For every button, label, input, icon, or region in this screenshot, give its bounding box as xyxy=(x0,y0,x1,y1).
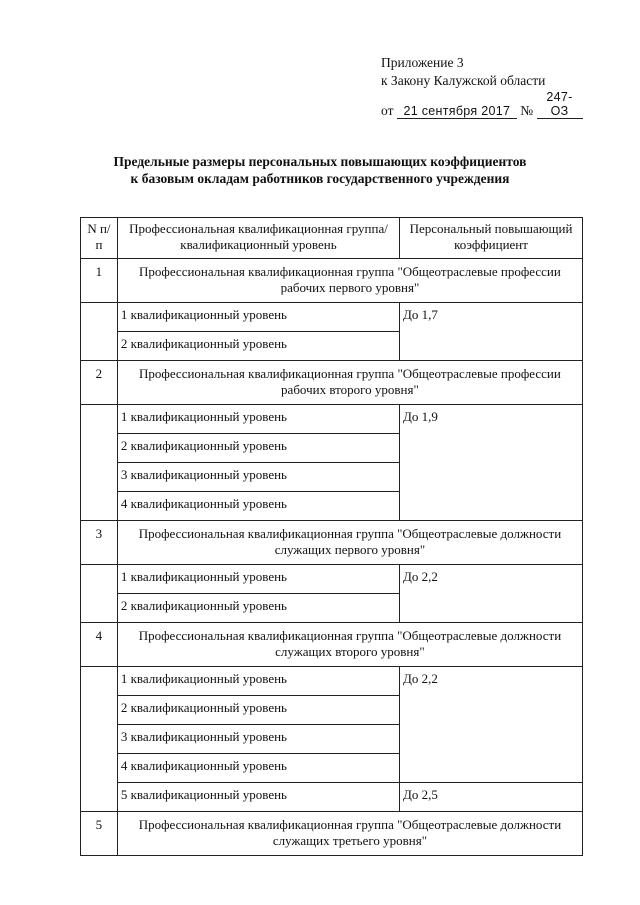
level-name: 5 квалификационный уровень xyxy=(117,783,399,812)
title-line-2: к базовым окладам работников государственного учреждения xyxy=(130,171,510,186)
level-name: 4 квалификационный уровень xyxy=(117,492,399,521)
empty-num-cell xyxy=(81,405,118,521)
annex-date-line xyxy=(381,90,583,120)
annex-law-reference: к Закону Калужской области xyxy=(381,73,546,88)
level-name: 3 квалификационный уровень xyxy=(117,725,399,754)
group-name: Профессиональная квалификационная группа "Общеотраслевые профессии рабочих первого уровня" xyxy=(117,259,582,303)
level-row xyxy=(81,783,583,812)
level-row xyxy=(81,405,583,434)
level-row xyxy=(81,303,583,332)
empty-num-cell xyxy=(81,303,118,361)
coefficient-value: До 1,9 xyxy=(400,405,583,521)
group-row xyxy=(81,259,583,303)
group-name: Профессиональная квалификационная группа "Общеотраслевые профессии рабочих второго уровня" xyxy=(117,361,582,405)
title-line-1: Предельные размеры персональных повышающих коэффициентов xyxy=(113,154,527,169)
level-name: 3 квалификационный уровень xyxy=(117,463,399,492)
group-number: 3 xyxy=(81,521,118,565)
group-number: 4 xyxy=(81,623,118,667)
level-name: 1 квалификационный уровень xyxy=(117,565,399,594)
empty-num-cell xyxy=(81,667,118,812)
coefficient-value: До 2,2 xyxy=(400,667,583,783)
coefficients-table xyxy=(80,217,583,856)
group-name: Профессиональная квалификационная группа "Общеотраслевые должности служащих первого уровня" xyxy=(117,521,582,565)
group-row xyxy=(81,521,583,565)
level-name: 2 квалификационный уровень xyxy=(117,594,399,623)
level-name: 1 квалификационный уровень xyxy=(117,667,399,696)
coefficient-value: До 1,7 xyxy=(400,303,583,361)
level-row xyxy=(81,565,583,594)
level-name: 1 квалификационный уровень xyxy=(117,405,399,434)
document-title xyxy=(0,153,640,187)
group-name: Профессиональная квалификационная группа "Общеотраслевые должности служащих третьего уровня" xyxy=(117,812,582,856)
group-row xyxy=(81,812,583,856)
level-row xyxy=(81,667,583,696)
coefficient-value: До 2,2 xyxy=(400,565,583,623)
table-header-row xyxy=(81,218,583,259)
coefficient-value: До 2,5 xyxy=(400,783,583,812)
level-name: 2 квалификационный уровень xyxy=(117,434,399,463)
annex-number-label: № xyxy=(520,103,534,118)
header-group: Профессиональная квалификационная группа/квалификационный уровень xyxy=(117,218,399,259)
group-number: 1 xyxy=(81,259,118,303)
level-name: 2 квалификационный уровень xyxy=(117,332,399,361)
annex-block xyxy=(381,54,583,120)
group-number: 5 xyxy=(81,812,118,856)
group-name: Профессиональная квалификационная группа "Общеотраслевые должности служащих второго уровня" xyxy=(117,623,582,667)
annex-title: Приложение 3 xyxy=(381,55,464,70)
group-number: 2 xyxy=(81,361,118,405)
group-row xyxy=(81,623,583,667)
level-name: 1 квалификационный уровень xyxy=(117,303,399,332)
empty-num-cell xyxy=(81,565,118,623)
level-name: 2 квалификационный уровень xyxy=(117,696,399,725)
header-num: N п/п xyxy=(81,218,118,259)
annex-number: 247-ОЗ xyxy=(537,90,583,119)
annex-from-label: от xyxy=(381,103,394,118)
annex-date: 21 сентября 2017 xyxy=(397,104,517,119)
group-row xyxy=(81,361,583,405)
header-coef: Персональный повышающий коэффициент xyxy=(400,218,583,259)
level-name: 4 квалификационный уровень xyxy=(117,754,399,783)
